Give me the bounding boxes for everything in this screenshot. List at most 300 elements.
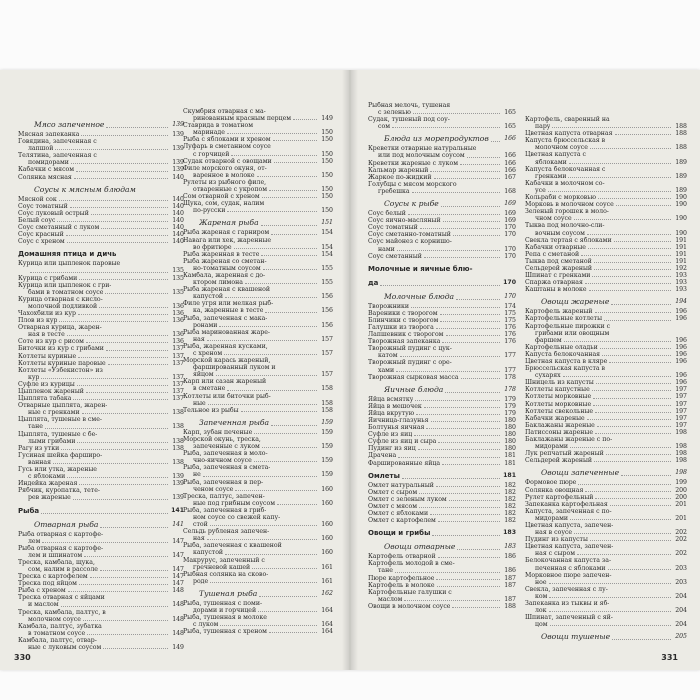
dot-leader: [103, 648, 168, 649]
toc-page-number: 182: [504, 502, 516, 510]
toc-entry-continuation: [368, 567, 516, 574]
toc-entry: [183, 464, 333, 471]
toc-entry-title: Капуста белокочанная с: [525, 165, 606, 173]
toc-entry-continuation: [368, 188, 516, 195]
dot-leader: [83, 620, 168, 621]
toc-entry-title: Рыба, запеченная в моло-: [183, 450, 268, 458]
toc-entry-title: Картофель отварной: [368, 553, 436, 561]
toc-page-number: 179: [504, 395, 516, 403]
dot-leader: [219, 326, 317, 327]
toc-entry-continuation: [368, 152, 516, 159]
toc-entry-title: Свекла тертая с яблоками: [525, 236, 612, 244]
toc-entry-title: мидорами: [535, 514, 569, 522]
toc-page-number: 160: [321, 521, 333, 529]
toc-entry: [368, 217, 516, 224]
toc-entry-title: Соус с хреном: [18, 238, 65, 246]
toc-page-number: 182: [504, 517, 516, 525]
toc-entry-title: Треска отварная с яйцами: [18, 594, 105, 602]
toc-entry-title: Рыбная мелочь, тушеная: [368, 102, 451, 109]
toc-entry: [368, 431, 516, 438]
toc-entry-continuation: [183, 350, 333, 357]
toc-entry-title: Соус красный: [18, 231, 64, 239]
toc-entry-title: Творожная сырковая масса: [368, 373, 459, 381]
dot-leader: [590, 540, 671, 541]
toc-page-number: 160: [321, 549, 333, 557]
toc-page-number: 170: [504, 252, 516, 260]
toc-entry: [525, 543, 687, 550]
toc-page-number: 199: [675, 479, 687, 487]
dot-leader: [438, 557, 500, 558]
toc-entry: [183, 436, 333, 443]
toc-page-number: 204: [675, 607, 687, 615]
dot-leader: [438, 521, 500, 522]
dot-leader: [269, 632, 317, 633]
toc-entry-title: Патиссоны жареные: [525, 428, 594, 436]
toc-entry-title: Морской карась жареный,: [183, 357, 271, 365]
toc-entry-title: Котлеты или биточки рыб-: [183, 392, 271, 400]
toc-entry: [525, 323, 687, 330]
toc-entry-title: с хреном: [193, 350, 223, 357]
toc-page-number: 159: [321, 418, 333, 426]
toc-entry-title: Треска под яйцом: [18, 580, 77, 588]
toc-entry: [525, 494, 687, 501]
dot-leader: [67, 242, 168, 243]
toc-page-number: 160: [321, 485, 333, 493]
dot-leader: [420, 228, 500, 229]
toc-entry-continuation: [18, 616, 184, 623]
toc-entry-continuation: [525, 565, 687, 572]
toc-entry-title: Курица с грибами: [18, 274, 78, 282]
book-spread: [0, 70, 700, 670]
toc-page-number: 178: [504, 373, 516, 381]
toc-entry-title: Котлеты морковные: [525, 400, 592, 408]
toc-entry-title: Овощи жареные: [541, 297, 610, 307]
toc-entry: [18, 487, 184, 494]
toc-entry-continuation: [525, 330, 687, 337]
toc-entry: [183, 193, 333, 200]
dot-leader: [262, 447, 317, 448]
toc-entry-continuation: [183, 549, 333, 556]
toc-column: [18, 116, 184, 651]
dot-leader: [577, 554, 671, 555]
toc-entry-title: ные с гренками: [28, 409, 80, 417]
toc-entry-title: гречневой кашей: [193, 563, 251, 571]
toc-entry: [18, 609, 184, 616]
dot-leader: [615, 134, 671, 135]
toc-entry: [18, 231, 184, 238]
toc-entry: [18, 296, 184, 303]
toc-entry: [368, 210, 516, 217]
dot-leader: [611, 304, 671, 305]
dot-leader: [66, 235, 168, 236]
toc-entry-title: Пудинг из капусты: [525, 536, 588, 544]
toc-entry-title: Цыплята, тушеные с бе-: [18, 430, 98, 438]
toc-entry: [183, 571, 333, 578]
dot-leader: [271, 425, 317, 426]
toc-page-number: 190: [675, 201, 687, 209]
toc-entry-continuation: [18, 423, 184, 430]
toc-entry: [525, 393, 687, 400]
toc-entry-title: лыми грибами: [28, 437, 76, 445]
toc-entry: [18, 210, 184, 217]
toc-page-number: 156: [321, 293, 333, 301]
dot-leader: [55, 149, 168, 150]
toc-page-number: 176: [504, 338, 516, 346]
toc-entry-title: Соте из кур с рисом: [18, 338, 84, 346]
dot-leader: [79, 279, 168, 280]
toc-entry-title: Творожный пудинг с цук-: [368, 345, 452, 353]
toc-entry: [368, 603, 516, 610]
toc-entry-continuation: [183, 578, 333, 585]
toc-entry-title: Карп, зубан печеные: [183, 428, 253, 436]
dot-leader: [273, 140, 317, 141]
toc-entry-title: рев жареные: [28, 494, 71, 502]
toc-page-number: 181: [504, 459, 516, 467]
toc-entry: [368, 410, 516, 417]
dot-leader: [418, 449, 500, 450]
dot-leader: [442, 342, 500, 343]
toc-entry: [525, 222, 687, 229]
toc-entry-title: Телятина, запеченная с: [18, 152, 97, 160]
toc-entry-title: лапшой: [28, 145, 54, 153]
toc-entry: [525, 180, 687, 187]
toc-entry-continuation: [525, 372, 687, 379]
dot-leader: [593, 398, 671, 399]
toc-entry-continuation: [525, 593, 687, 600]
toc-entry: [368, 231, 516, 238]
toc-entry-title: не: [193, 471, 201, 479]
toc-entry-title: Домашняя птица и дичь: [18, 250, 117, 259]
toc-page-number: 137: [172, 352, 184, 360]
toc-page-number: 197: [675, 393, 687, 401]
dot-leader: [442, 464, 500, 465]
toc-entry-title: Цветная капуста, запечен-: [525, 543, 614, 551]
toc-entry-title: Овощи запеченные: [541, 468, 620, 478]
dot-leader: [581, 255, 671, 256]
toc-entry: [525, 344, 687, 351]
toc-entry: [525, 258, 687, 265]
dot-leader: [231, 155, 317, 156]
toc-entry: [368, 160, 516, 167]
toc-entry-title: Биточки из кур с грибами: [18, 345, 104, 353]
toc-page-number: 197: [675, 421, 687, 429]
toc-page-number: 205: [675, 633, 687, 641]
dot-leader: [453, 235, 500, 236]
toc-page-number: 196: [675, 379, 687, 387]
toc-entry-title: ная в соусе: [535, 529, 573, 537]
toc-page-number: 139: [172, 145, 184, 153]
toc-entry: [18, 260, 184, 267]
toc-entry: [183, 143, 333, 150]
toc-page-number: 141: [172, 520, 184, 528]
dot-leader: [460, 164, 500, 165]
dot-leader: [78, 357, 168, 358]
toc-entry-title: Соус сметанный с луком: [18, 224, 100, 232]
toc-entry-title: мидорами: [535, 443, 569, 451]
toc-page-number: 156: [321, 307, 333, 315]
toc-entry-title: Макрурус, запеченный с: [183, 556, 265, 564]
toc-entry: [525, 208, 687, 215]
toc-entry-continuation: [525, 230, 687, 237]
dot-leader: [587, 419, 671, 420]
dot-leader: [90, 577, 168, 578]
dot-leader: [254, 461, 317, 462]
toc-page-number: 198: [675, 457, 687, 465]
toc-entry: [368, 181, 516, 188]
toc-page-number: 140: [172, 202, 184, 210]
toc-entry: [525, 508, 687, 515]
toc-entry: [183, 136, 333, 143]
toc-entry: [18, 166, 184, 173]
toc-page-number: 196: [675, 336, 687, 344]
toc-page-number: 189: [675, 186, 687, 194]
toc-page-number: 140: [172, 231, 184, 239]
dot-leader: [585, 283, 671, 284]
toc-section-heading: [18, 520, 184, 530]
dot-leader: [549, 597, 671, 598]
toc-entry-title: Запеканка из тыквы и яб-: [525, 600, 610, 607]
toc-entry-title: цом: [535, 621, 548, 629]
toc-entry-title: или под молочным соусом: [378, 152, 465, 160]
toc-entry-title: Тыква под молочно-сли-: [525, 222, 605, 230]
toc-entry-continuation: [183, 385, 333, 392]
toc-entry: [525, 358, 687, 365]
toc-entry-continuation: [183, 279, 333, 286]
toc-entry-continuation: [18, 473, 184, 480]
toc-entry: [368, 452, 516, 459]
toc-page-number: 191: [675, 236, 687, 244]
toc-page-number: 188: [675, 130, 687, 138]
dot-leader: [71, 163, 168, 164]
toc-entry: [368, 238, 516, 245]
toc-entry: [18, 360, 184, 367]
dot-leader: [549, 583, 671, 584]
toc-entry-title: Омлет натуральный: [368, 481, 434, 489]
toc-entry: [525, 586, 687, 593]
toc-entry-title: молочном соусе: [535, 144, 588, 152]
toc-entry-title: Соусы к мясным блюдам: [34, 184, 136, 194]
toc-page-number: 168: [504, 187, 516, 195]
toc-entry-title: Морковь в молочном соусе: [525, 201, 614, 209]
dot-leader: [77, 442, 168, 443]
toc-entry-title: бами в томатном соусе: [28, 288, 104, 296]
toc-entry: [368, 575, 516, 582]
dot-leader: [440, 321, 500, 322]
toc-entry: [18, 282, 184, 289]
toc-entry: [525, 487, 687, 494]
toc-entry-title: ном соусе со свежей капу-: [193, 513, 281, 521]
toc-page-number: 140: [172, 173, 184, 181]
toc-page-number: 138: [172, 437, 184, 445]
toc-entry-title: Сельдерей жареный: [525, 457, 593, 465]
dot-leader: [67, 335, 168, 336]
toc-entry-title: запеченные с луком: [193, 443, 260, 451]
toc-entry-title: Солянка мясная: [18, 173, 72, 181]
toc-entry: [525, 614, 687, 621]
toc-entry: [18, 217, 184, 224]
toc-page-number: 188: [675, 144, 687, 152]
dot-leader: [416, 414, 500, 415]
toc-section-heading: [368, 134, 516, 144]
toc-entry: [525, 244, 687, 251]
toc-page-number: 150: [321, 157, 333, 165]
dot-leader: [612, 639, 671, 640]
toc-entry-title: Суфле из яиц и сыра: [368, 438, 437, 446]
toc-entry-title: Молочные и яичные блю-: [368, 264, 473, 273]
toc-entry-continuation: [183, 364, 333, 371]
toc-page-number: 151: [321, 219, 333, 227]
toc-entry-title: Тушеная рыба: [199, 588, 258, 598]
toc-page-number: 164: [321, 628, 333, 636]
toc-entry: [183, 258, 333, 265]
toc-entry-title: Фаршированные яйца: [368, 459, 441, 467]
toc-entry-title: Рыба, запеченная в пер-: [183, 478, 264, 486]
toc-entry-title: Луфарь в сметанном соусе: [183, 143, 271, 151]
toc-entry: [18, 452, 184, 459]
toc-page-number: 139: [172, 121, 184, 128]
toc-entry: [368, 331, 516, 338]
dot-leader: [594, 262, 671, 263]
dot-leader: [203, 476, 317, 477]
toc-entry-title: фаршированный луком и: [193, 364, 276, 372]
toc-page-number: 196: [675, 350, 687, 358]
toc-page-number: 179: [504, 409, 516, 417]
toc-entry: [18, 623, 184, 630]
toc-entry: [525, 600, 687, 607]
toc-entry-continuation: [18, 409, 184, 416]
toc-entry-title: Рыба, запеченная в гриб-: [183, 506, 267, 514]
toc-entry-continuation: [18, 289, 184, 296]
dot-leader: [430, 171, 500, 172]
toc-entry-continuation: [18, 331, 184, 338]
dot-leader: [82, 413, 168, 414]
dot-leader: [227, 390, 317, 391]
toc-entry-title: ная: [193, 335, 205, 343]
toc-entry-title: пару: [535, 123, 551, 131]
toc-entry-title: Творожная запеканка: [368, 338, 441, 346]
dot-leader: [419, 493, 500, 494]
toc-entry-title: Овощи в молочном соусе: [368, 602, 451, 610]
toc-page-number: 161: [321, 563, 333, 571]
toc-page-number: 157: [321, 350, 333, 357]
dot-leader: [74, 178, 168, 179]
toc-entry-title: Гусиная шейка фарширо-: [18, 451, 103, 459]
toc-page-number: 159: [321, 457, 333, 465]
toc-page-number: 157: [321, 371, 333, 379]
toc-entry-title: Камбала, палтус, отвар-: [18, 636, 97, 644]
toc-entry-title: Суфле из курицы: [18, 380, 75, 388]
toc-entry: [525, 450, 687, 457]
toc-entry-continuation: [18, 630, 184, 637]
dot-leader: [411, 307, 500, 308]
toc-entry-continuation: [183, 457, 333, 464]
toc-entry-continuation: [183, 244, 333, 251]
toc-entry-title: маринаде: [193, 129, 225, 137]
dot-leader: [430, 514, 500, 515]
dot-leader: [452, 607, 500, 608]
toc-entry: [183, 479, 333, 486]
toc-page-number: 180: [504, 431, 516, 439]
toc-page-number: 177: [504, 366, 516, 374]
toc-entry: [183, 450, 333, 457]
toc-entry-title: отваренные с укропом: [193, 186, 268, 194]
toc-entry-continuation: [183, 535, 333, 542]
toc-page-number: 150: [321, 193, 333, 201]
dot-leader: [596, 383, 671, 384]
toc-page-number: 187: [504, 595, 516, 603]
dot-leader: [77, 385, 168, 386]
toc-entry-title: Брюссельская капуста в: [525, 365, 606, 373]
toc-entry-title: ная в тесте: [28, 331, 65, 339]
dot-leader: [614, 241, 671, 242]
toc-entry: [525, 557, 687, 564]
toc-entry: [18, 381, 184, 388]
toc-page-number: 166: [504, 135, 516, 143]
toc-entry: [183, 557, 333, 564]
toc-page-number: 190: [675, 229, 687, 237]
toc-page-number: 183: [504, 543, 516, 551]
toc-entry-continuation: [18, 552, 184, 559]
dot-leader: [593, 405, 671, 406]
toc-entry-title: хами: [378, 366, 395, 374]
toc-entry-title: Скумбрия отварная с ма-: [183, 108, 266, 115]
toc-entry-title: Соус сметанный: [368, 252, 422, 260]
toc-entry-title: Драчена: [368, 452, 397, 460]
dot-leader: [436, 579, 500, 580]
toc-entry-title: Цыплята табака: [18, 395, 72, 403]
dot-leader: [598, 198, 671, 199]
toc-entry-continuation: [183, 486, 333, 493]
toc-entry: [368, 338, 516, 345]
dot-leader: [604, 320, 671, 321]
toc-section-heading: [525, 468, 687, 478]
toc-entry-continuation: [183, 207, 333, 214]
toc-entry: [183, 315, 333, 322]
toc-entry-title: Судак отварной с овощами: [183, 157, 272, 165]
dot-leader: [595, 312, 671, 313]
toc-entry: [368, 496, 516, 503]
dot-leader: [590, 148, 671, 149]
toc-entry-title: Креветки жареные с луком: [368, 159, 459, 167]
dot-leader: [265, 312, 317, 313]
toc-page-number: 136: [172, 309, 184, 317]
toc-entry: [18, 431, 184, 438]
toc-entry-title: Картофельные пирожки с: [525, 322, 611, 330]
toc-entry-title: Рыба, тушенная с поми-: [183, 599, 263, 607]
toc-section-heading: [525, 297, 687, 307]
dot-leader: [100, 527, 168, 528]
toc-entry-continuation: [183, 621, 333, 628]
toc-entry-title: катом: [378, 352, 398, 360]
toc-entry-title: Пюре картофельное: [368, 574, 435, 582]
toc-entry-title: Сельдерей жареный: [525, 264, 593, 272]
toc-page-number: 191: [675, 250, 687, 258]
toc-page-number: 137: [172, 373, 184, 381]
toc-page-number: 159: [321, 443, 333, 451]
toc-entry-title: Картофель жареный: [525, 308, 593, 316]
toc-entry: [183, 251, 333, 258]
toc-page-number: 147: [172, 551, 184, 559]
toc-entry: [368, 374, 516, 381]
toc-entry: [525, 315, 687, 322]
toc-page-number: 167: [504, 173, 516, 181]
toc-entry-title: Сельдь рубленая запечен-: [183, 528, 270, 536]
toc-section-heading: [368, 199, 516, 209]
toc-page-number: 136: [172, 338, 184, 346]
toc-page-number: 178: [504, 385, 516, 393]
toc-page-number: 196: [675, 343, 687, 351]
toc-entry-title: сом: [378, 123, 391, 131]
